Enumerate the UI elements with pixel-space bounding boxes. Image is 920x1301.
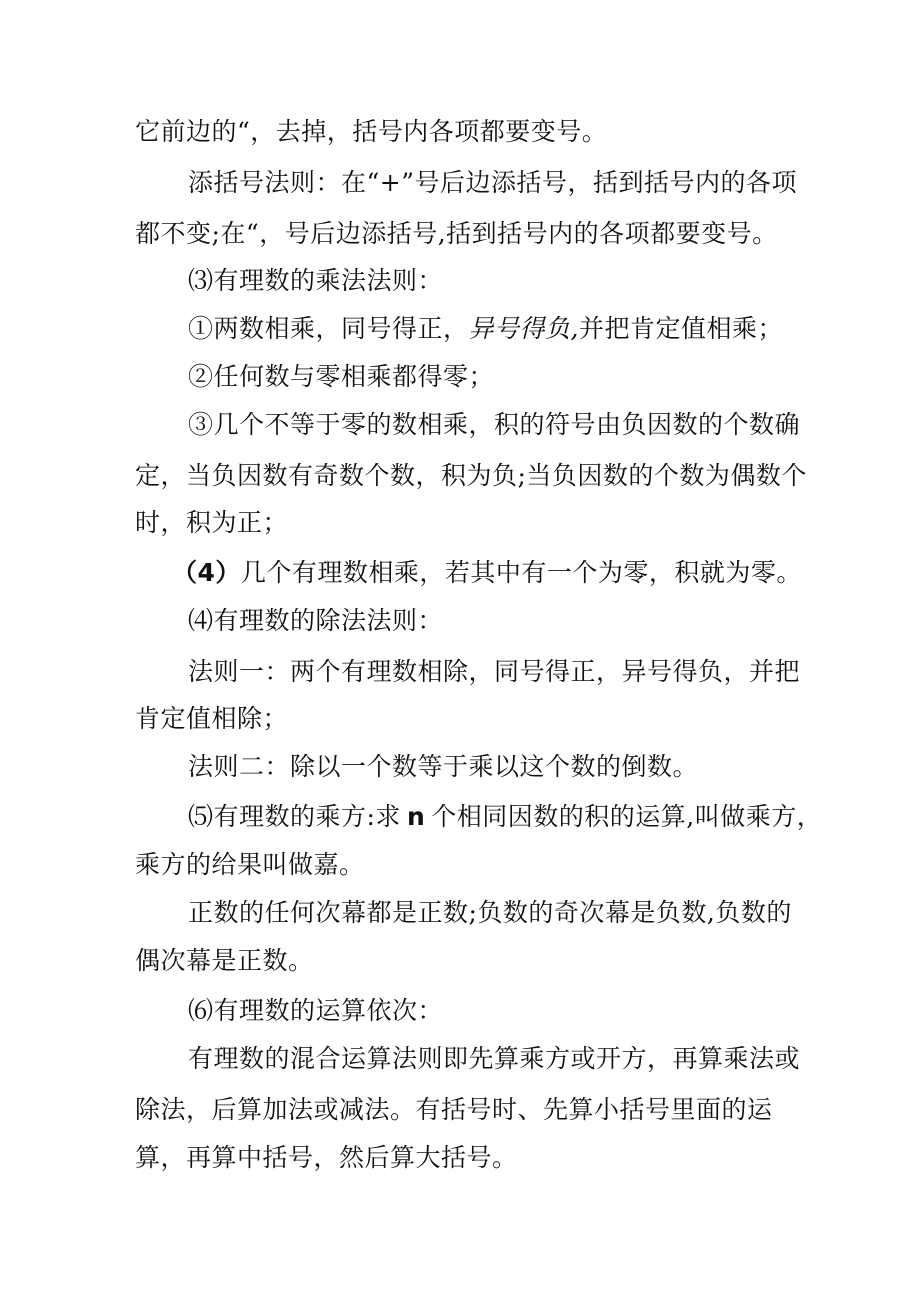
text-line: 它前边的“，去掉，括号内各项都要变号。 (135, 117, 608, 146)
text-line (188, 802, 822, 832)
item-number: （4） (172, 558, 241, 587)
text-line (188, 314, 783, 344)
text-line: 添括号法则：在“+”号后边添括号，括到括号内的各项 (188, 168, 798, 197)
italic-segment: 异号得负, (468, 314, 579, 343)
text-line: 偶次幕是正数。 (135, 946, 314, 975)
text-segment: 几个有理数相乘，若其中有一个为零，积就为零。 (240, 558, 802, 587)
text-line: 都不变;在“，号后边添括号,括到括号内的各项都要变号。 (135, 219, 778, 248)
text-line: 法则一：两个有理数相除，同号得正，异号得负，并把 (188, 657, 801, 686)
text-segment: 并把肯定值相乘； (578, 314, 783, 343)
variable-n: n (406, 802, 426, 831)
text-line: 法则二：除以一个数等于乘以这个数的倒数。 (188, 752, 699, 781)
section-heading: ⑶有理数的乘法法则： (188, 266, 444, 295)
text-line: ③几个不等于零的数相乘，积的符号由负因数的个数确 (188, 410, 801, 439)
text-line: 定，当负因数有奇数个数，积为负;当负因数的个数为偶数个 (135, 461, 807, 490)
text-line: 正数的任何次幕都是正数;负数的奇次幕是负数,负数的 (188, 898, 792, 927)
text-line: 乘方的给果叫做嘉。 (135, 850, 365, 879)
text-line: 肯定值相除； (135, 704, 289, 733)
text-line: 除法，后算加法或减法。有括号时、先算小括号里面的运 (135, 1095, 773, 1124)
text-line: ②任何数与零相乘都得零； (188, 362, 495, 391)
text-segment: 个相同因数的积的运算,叫做乘方， (431, 802, 823, 831)
text-line (172, 558, 802, 588)
text-line: 算，再算中括号，然后算大括号。 (135, 1143, 518, 1172)
text-segment: ①两数相乘，同号得正， (188, 314, 469, 343)
section-heading: ⑹有理数的运算依次： (188, 996, 444, 1025)
section-heading: ⑷有理数的除法法则： (188, 606, 444, 635)
text-line: 时，积为正； (135, 508, 289, 537)
text-segment: ⑸有理数的乘方:求 (188, 802, 401, 831)
text-line: 有理数的混合运算法则即先算乘方或开方，再算乘法或 (188, 1044, 801, 1073)
